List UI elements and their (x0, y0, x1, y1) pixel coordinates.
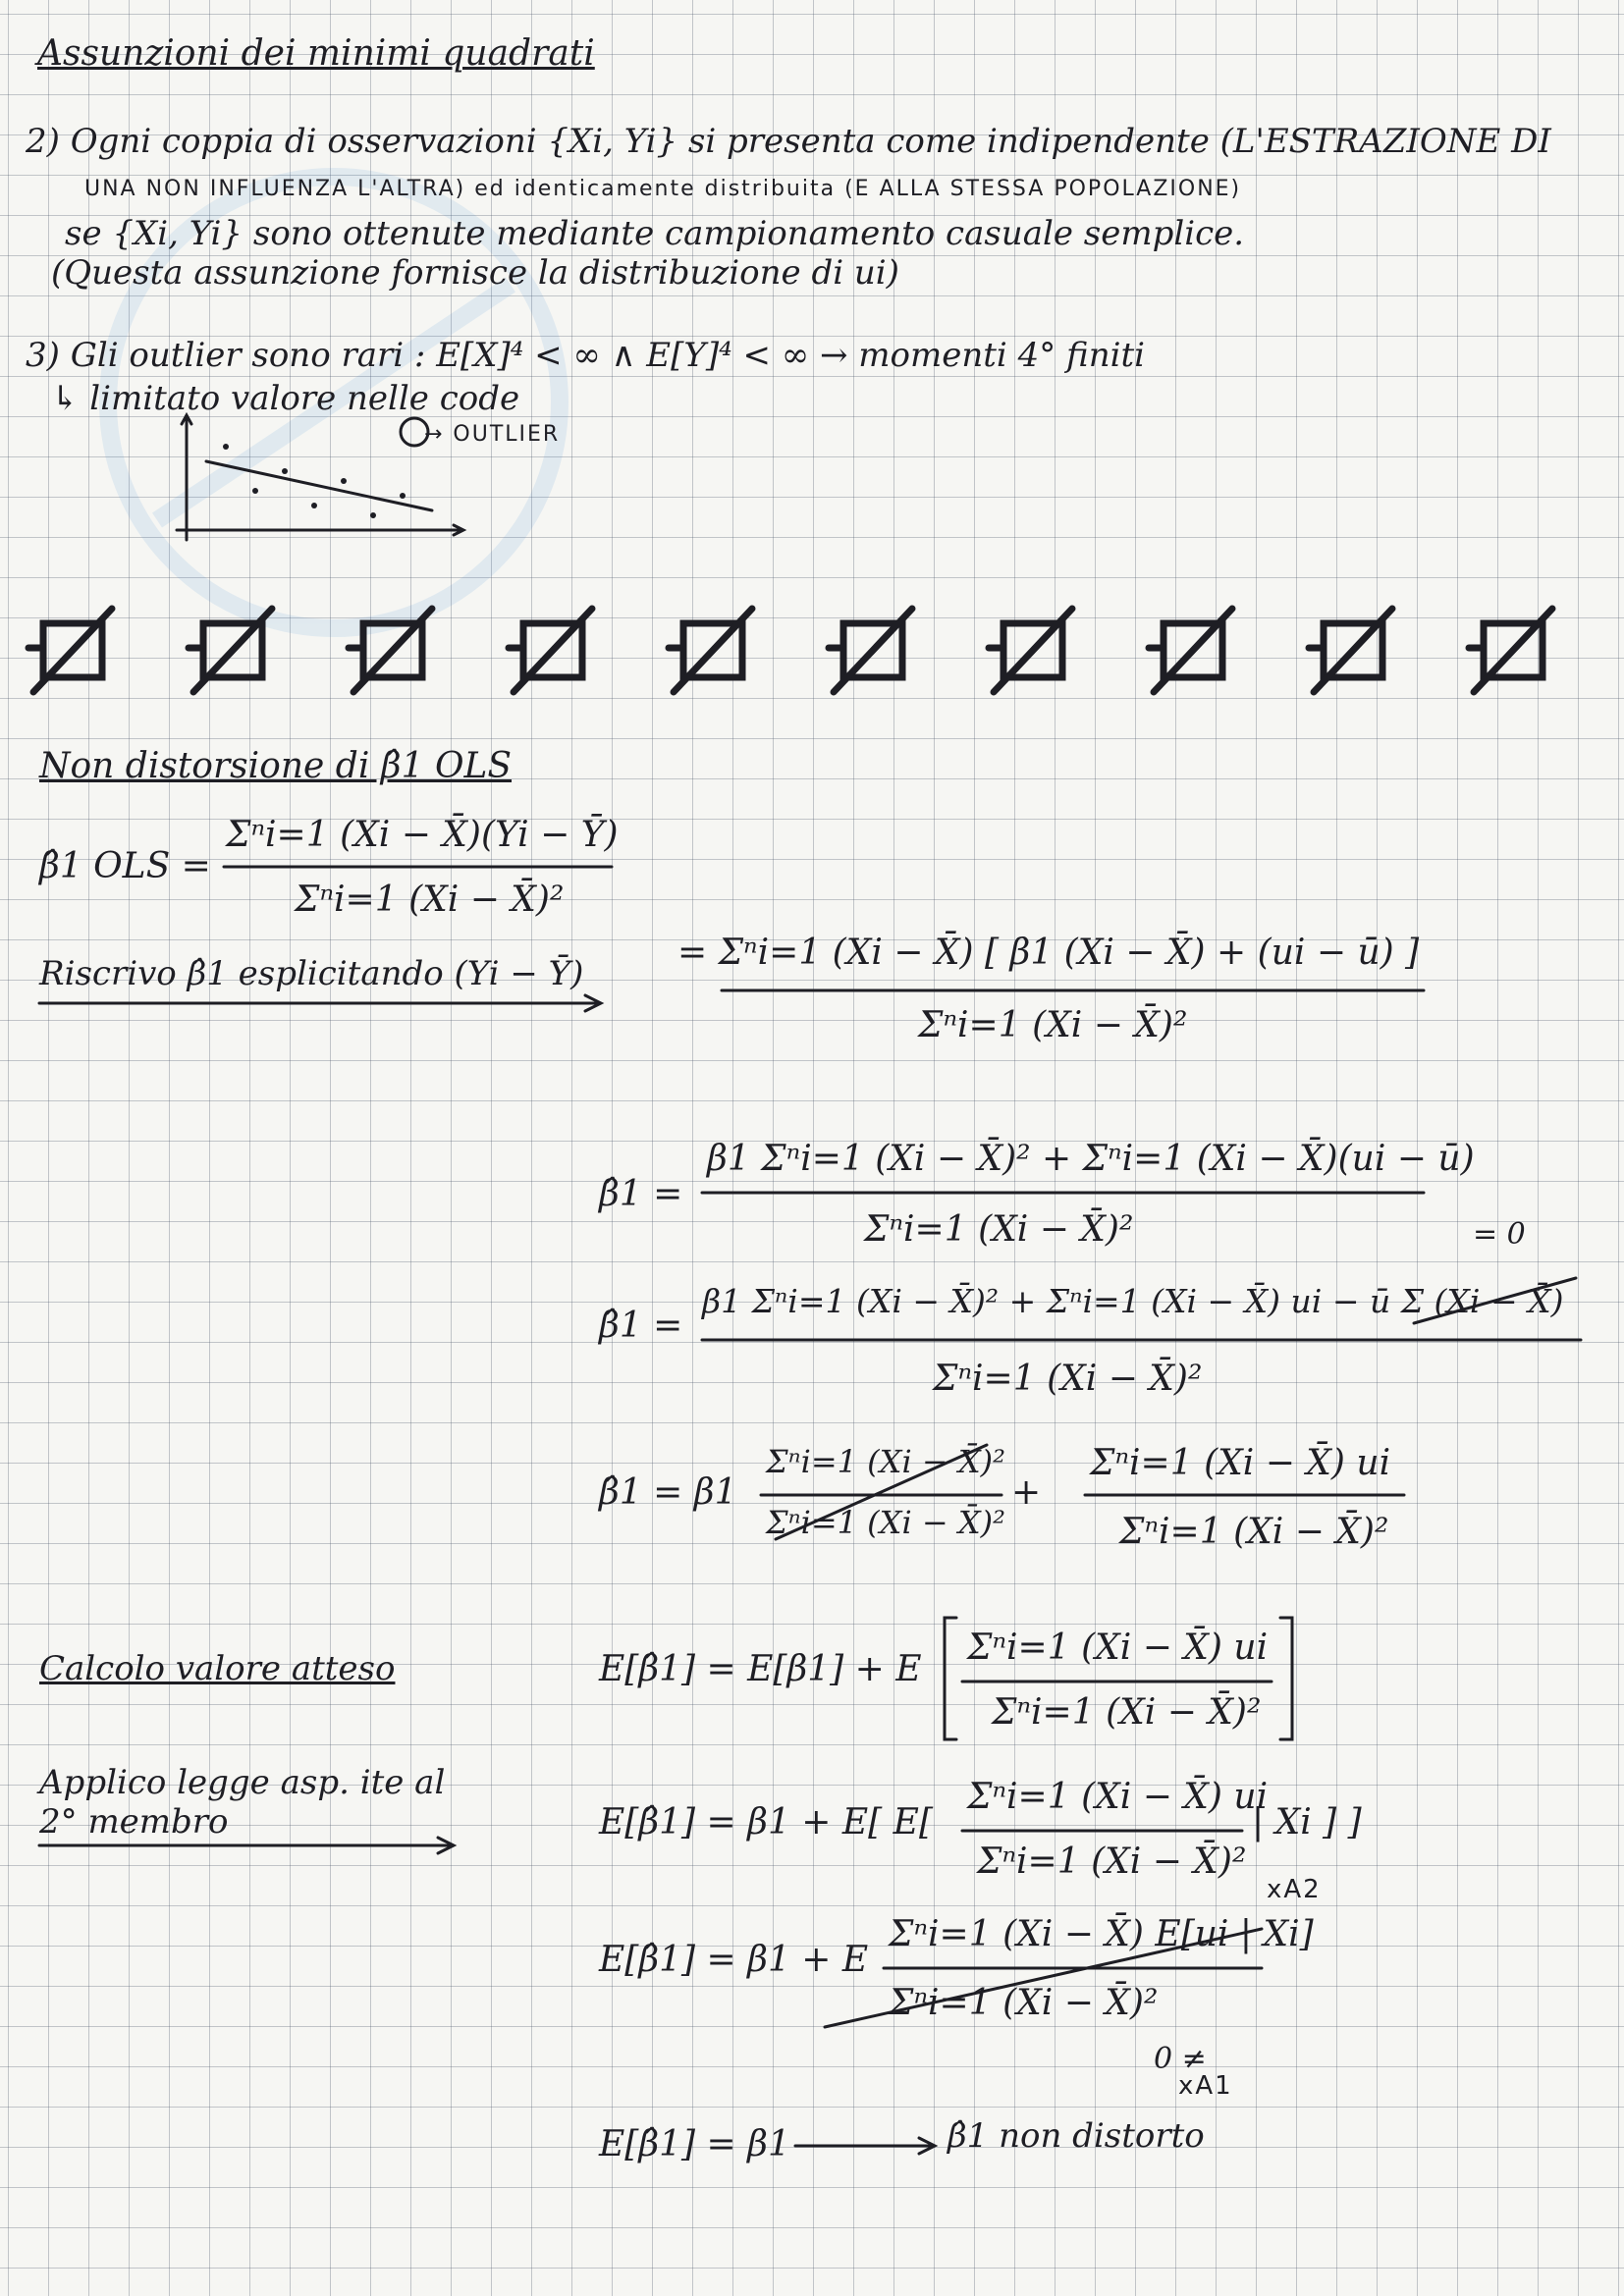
definition-lhs: β̂1 OLS = (39, 846, 211, 886)
eq4-frac2-numerator: Σⁿi=1 (Xi − X̄) ui (1090, 1443, 1391, 1483)
eq1-fraction-bar (722, 988, 1429, 993)
eq6-lhs: E[β̂1] = β1 + E[ E[ (599, 1802, 933, 1842)
expectation-label: Calcolo valore atteso (39, 1649, 396, 1688)
eq4-frac1-numerator: Σⁿi=1 (Xi − X̄)² (766, 1443, 1005, 1480)
eq5-brackets (943, 1616, 1296, 1743)
eq4-cancel-mark (776, 1443, 992, 1541)
assumption-2-line-4: (Questa assunzione fornisce la distribuzione di ui) (51, 253, 899, 293)
eq8-arrow (795, 2136, 943, 2156)
definition-denominator: Σⁿi=1 (Xi − X̄)² (295, 880, 565, 920)
eq4-frac2-bar (1085, 1492, 1409, 1498)
eq7-note: xA1 (1178, 2071, 1233, 2101)
eq8-lhs: E[β̂1] = β1 (599, 2124, 790, 2164)
eq4-frac1-denominator: Σⁿi=1 (Xi − X̄)² (766, 1504, 1005, 1541)
eq7-strike-out (825, 1924, 1267, 2032)
assumption-3-line-2: ↳ limitato valore nelle code (51, 379, 520, 418)
eq5-denominator: Σⁿi=1 (Xi − X̄)² (992, 1692, 1262, 1733)
eq3-denominator: Σⁿi=1 (Xi − X̄)² (933, 1359, 1203, 1399)
eq6-condition: | Xi ] ] (1252, 1802, 1362, 1842)
eq5-lhs: E[β̂1] = E[β1] + E (599, 1649, 922, 1689)
eq6-note: xA2 (1267, 1875, 1322, 1904)
eq3-numerator: β1 Σⁿi=1 (Xi − X̄)² + Σⁿi=1 (Xi − X̄) ui − ū Σ (Xi − X̄) (702, 1282, 1564, 1320)
definition-fraction-bar (224, 864, 617, 870)
separator-doodles (0, 599, 1624, 707)
assumption-3-line-1: 3) Gli outlier sono rari : E[X]⁴ < ∞ ∧ E[Y]⁴ < ∞ → momenti 4° finiti (26, 336, 1145, 375)
eq4-frac2-denominator: Σⁿi=1 (Xi − X̄)² (1119, 1512, 1389, 1552)
eq2-lhs: β̂1 = (599, 1174, 683, 1214)
eq1-denominator: Σⁿi=1 (Xi − X̄)² (918, 1005, 1188, 1045)
rewrite-label: Riscrivo β̂1 esplicitando (Yi − Ȳ) (39, 954, 584, 993)
eq4-plus: + (1011, 1472, 1042, 1513)
eq3-lhs: β̂1 = (599, 1306, 683, 1346)
assumption-2-line-1: 2) Ogni coppia di osservazioni {Xi, Yi} si presenta come indipendente (L'ESTRAZIONE DI (26, 122, 1551, 161)
eq1-numerator: = Σⁿi=1 (Xi − X̄) [ β1 (Xi − X̄) + (ui − ū) ] (677, 933, 1420, 973)
eq8-result: β̂1 non distorto (947, 2116, 1205, 2156)
eq7-numerator: Σⁿi=1 (Xi − X̄) E[ui | Xi] (889, 1914, 1314, 1954)
law-label-line-1: Applico legge asp. ite al (39, 1763, 446, 1802)
eq7-lhs: E[β̂1] = β1 + E (599, 1940, 869, 1980)
eq4-lhs: β̂1 = β1 (599, 1472, 737, 1513)
eq3-strike-out (1414, 1276, 1581, 1325)
law-label-line-2: 2° membro (39, 1802, 229, 1842)
eq3-fraction-bar (702, 1337, 1586, 1343)
definition-numerator: Σⁿi=1 (Xi − X̄)(Yi − Ȳ) (226, 815, 619, 855)
eq2-numerator: β1 Σⁿi=1 (Xi − X̄)² + Σⁿi=1 (Xi − X̄)(ui − ū) (707, 1139, 1475, 1179)
law-arrow (39, 1838, 461, 1857)
eq6-fraction-bar (962, 1828, 1247, 1834)
unbiased-heading: Non distorsione di β̂1 OLS (39, 746, 513, 786)
rewrite-arrow (39, 995, 609, 1015)
eq5-numerator: Σⁿi=1 (Xi − X̄) ui (967, 1628, 1269, 1668)
eq2-denominator: Σⁿi=1 (Xi − X̄)² (864, 1209, 1134, 1250)
assumption-2-line-2: UNA NON INFLUENZA L'ALTRA) ed identicamente distribuita (E ALLA STESSA POPOLAZIONE) (84, 177, 1242, 201)
outlier-label: → OUTLIER (424, 422, 561, 447)
assumption-2-line-3: se {Xi, Yi} sono ottenute mediante campionamento casuale semplice. (65, 214, 1245, 253)
page-title: Assunzioni dei minimi quadrati (37, 33, 595, 74)
eq2-fraction-bar (702, 1190, 1429, 1196)
eq3-zero-note: = 0 (1473, 1217, 1526, 1252)
eq7-denominator: Σⁿi=1 (Xi − X̄)² (889, 1983, 1159, 2023)
eq6-numerator: Σⁿi=1 (Xi − X̄) ui (967, 1777, 1269, 1817)
eq6-denominator: Σⁿi=1 (Xi − X̄)² (977, 1842, 1247, 1882)
eq7-zero-note: 0 ≠ (1154, 2042, 1207, 2076)
